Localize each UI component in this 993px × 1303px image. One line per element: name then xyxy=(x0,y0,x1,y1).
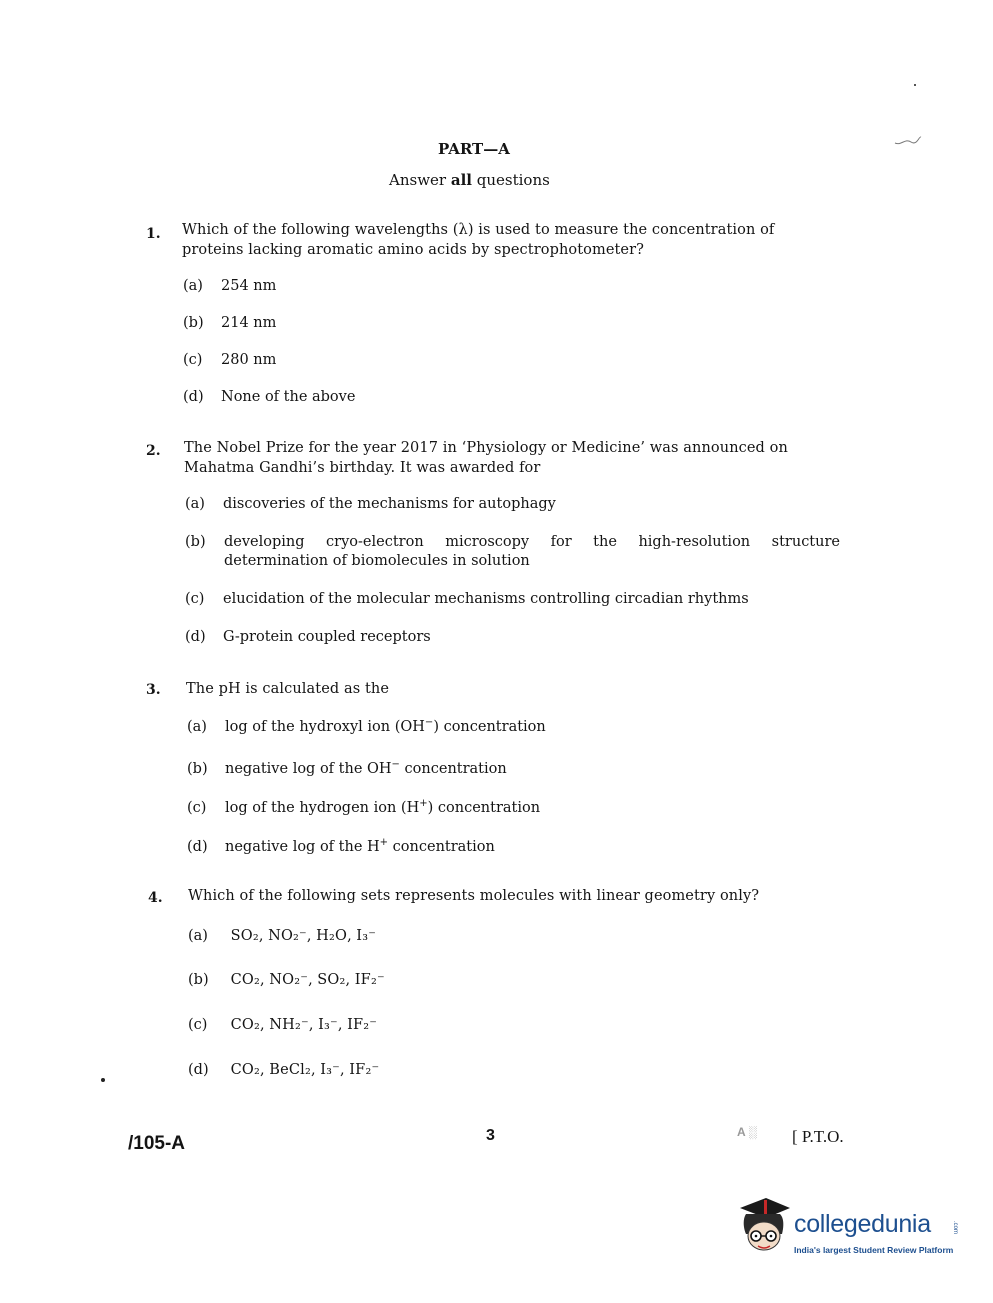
question-3-option-d: (d) negative log of the H+ concentration xyxy=(187,837,495,855)
question-3-text: The pH is calculated as the xyxy=(186,681,390,697)
question-2-text: The Nobel Prize for the year 2017 in ‘Physiology or Medicine’ was announced on Mahatma Gandhi’s birthday. It was awarded for xyxy=(184,440,788,476)
molecule: NO₂⁻ xyxy=(269,972,309,988)
question-3-option-a: (a) log of the hydroxyl ion (OH−) concentration xyxy=(187,717,546,735)
molecule: NH₂⁻ xyxy=(269,1017,309,1033)
molecule: CO₂ xyxy=(230,1017,261,1033)
question-3-option-b: (b) negative log of the OH− concentration xyxy=(187,759,507,777)
question-2-option-d: (d) G-protein coupled receptors xyxy=(185,629,431,645)
question-4-option-b: (b) CO₂, NO₂⁻, SO₂, IF₂⁻ xyxy=(188,972,385,988)
molecule: I₃⁻ xyxy=(318,1017,338,1033)
question-4-option-c: (c) CO₂, NH₂⁻, I₃⁻, IF₂⁻ xyxy=(188,1017,378,1033)
question-2-option-c: (c) elucidation of the molecular mechanisms controlling circadian rhythms xyxy=(185,591,749,607)
question-3-number: 3. xyxy=(146,682,161,698)
question-2-option-a: (a) discoveries of the mechanisms for autophagy xyxy=(185,496,556,512)
molecule: CO₂ xyxy=(230,1062,261,1078)
molecule: CO₂ xyxy=(230,972,261,988)
molecule: NO₂⁻ xyxy=(268,928,307,944)
pto-label: [ P.T.O. xyxy=(792,1127,844,1146)
scan-speck xyxy=(101,1078,105,1082)
molecule: SO₂ xyxy=(317,972,346,988)
scan-mark xyxy=(893,134,923,148)
question-1-text: Which of the following wavelengths (λ) is used to measure the concentration of proteins lacking aromatic amino acids by spectrophotometer? xyxy=(182,222,775,258)
question-1-option-c: (c) 280 nm xyxy=(183,352,277,368)
question-2-option-b: (b) xyxy=(185,534,206,550)
collegedunia-logo-text: collegedunia xyxy=(794,1210,931,1238)
molecule: I₃⁻ xyxy=(356,928,377,944)
collegedunia-tagline: India's largest Student Review Platform xyxy=(794,1245,954,1255)
question-2-number: 2. xyxy=(146,443,161,459)
part-heading: PART—A xyxy=(438,140,510,158)
question-4-text: Which of the following sets represents molecules with linear geometry only? xyxy=(188,888,760,904)
molecule: H₂O xyxy=(316,928,348,944)
collegedunia-mascot-icon xyxy=(734,1196,794,1258)
collegedunia-com: .com xyxy=(952,1221,958,1235)
faded-stamp: A ░ xyxy=(737,1125,758,1139)
paper-code: /105-A xyxy=(128,1133,186,1154)
scan-speck xyxy=(914,84,916,86)
question-1-option-d: (d) None of the above xyxy=(183,389,356,405)
question-1-option-a: (a) 254 nm xyxy=(183,278,277,294)
question-2-option-b-line-1: developing cryo-electron microscopy for the high-resolution structure xyxy=(224,534,840,550)
question-4-option-d: (d) CO₂, BeCl₂, I₃⁻, IF₂⁻ xyxy=(188,1062,380,1078)
instruction: Answer all questions xyxy=(389,171,550,189)
molecule: SO₂ xyxy=(230,928,259,944)
question-4-option-a: (a) SO₂, NO₂⁻, H₂O, I₃⁻ xyxy=(188,928,377,944)
molecule: BeCl₂ xyxy=(269,1062,312,1078)
molecule: I₃⁻ xyxy=(320,1062,341,1078)
question-3-option-c: (c) log of the hydrogen ion (H+) concentration xyxy=(187,798,541,816)
question-4-number: 4. xyxy=(148,890,163,906)
molecule: IF₂⁻ xyxy=(347,1017,378,1033)
question-1-number: 1. xyxy=(146,226,161,242)
molecule: IF₂⁻ xyxy=(349,1062,380,1078)
molecule: IF₂⁻ xyxy=(354,972,385,988)
question-2-option-b-line-2: determination of biomolecules in solution xyxy=(224,553,530,569)
question-1-option-b: (b) 214 nm xyxy=(183,315,277,331)
page-number: 3 xyxy=(486,1127,495,1144)
